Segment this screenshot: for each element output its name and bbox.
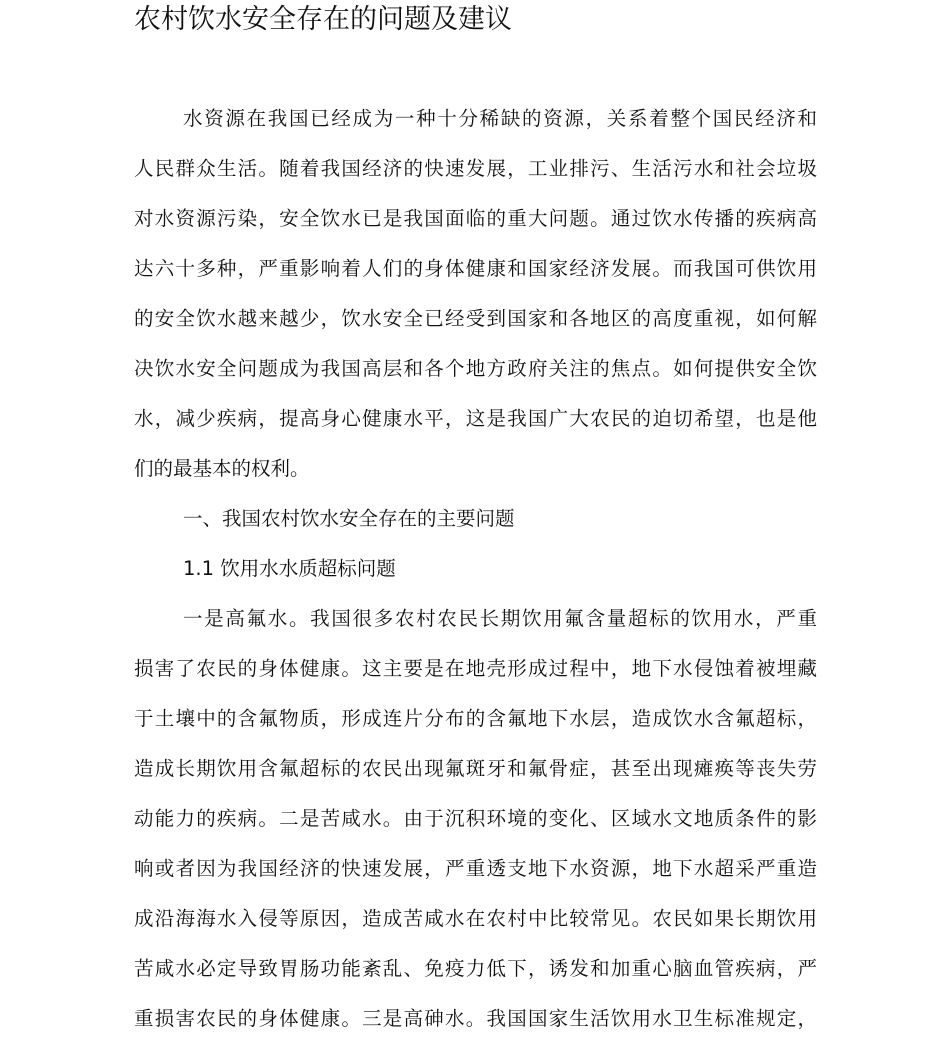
subsection-heading: 1.1 饮用水水质超标问题 (183, 557, 396, 580)
paragraph-line: 对水资源污染，安全饮水已是我国面临的重大问题。通过饮水传播的疾病高 (134, 207, 817, 230)
paragraph-line: 苦咸水必定导致胃肠功能紊乱、免疫力低下，诱发和加重心脑血管疾病，严 (134, 957, 817, 980)
paragraph-line: 造成长期饮用含氟超标的农民出现氟斑牙和氟骨症，甚至出现瘫痪等丧失劳 (134, 757, 817, 780)
paragraph-line: 水资源在我国已经成为一种十分稀缺的资源，关系着整个国民经济和 (183, 107, 817, 130)
paragraph-line: 成沿海海水入侵等原因，造成苦咸水在农村中比较常见。农民如果长期饮用 (134, 907, 817, 930)
paragraph-line: 于土壤中的含氟物质，形成连片分布的含氟地下水层，造成饮水含氟超标， (134, 707, 817, 730)
paragraph-line: 动能力的疾病。二是苦咸水。由于沉积环境的变化、区域水文地质条件的影 (134, 807, 817, 830)
paragraph-line: 决饮水安全问题成为我国高层和各个地方政府关注的焦点。如何提供安全饮 (134, 357, 817, 380)
paragraph-line: 损害了农民的身体健康。这主要是在地壳形成过程中，地下水侵蚀着被埋藏 (134, 657, 817, 680)
section-heading: 一、我国农村饮水安全存在的主要问题 (183, 507, 515, 530)
paragraph-line: 重损害农民的身体健康。三是高砷水。我国国家生活饮用水卫生标准规定， (134, 1007, 817, 1030)
paragraph-line: 人民群众生活。随着我国经济的快速发展，工业排污、生活污水和社会垃圾 (134, 157, 817, 180)
paragraph-line: 们的最基本的权利。 (134, 457, 310, 480)
paragraph-line: 达六十多种，严重影响着人们的身体健康和国家经济发展。而我国可供饮用 (134, 257, 817, 280)
paragraph-line: 的安全饮水越来越少，饮水安全已经受到国家和各地区的高度重视，如何解 (134, 307, 817, 330)
paragraph-line: 水，减少疾病，提高身心健康水平，这是我国广大农民的迫切希望，也是他 (134, 407, 817, 430)
document-title: 农村饮水安全存在的问题及建议 (134, 4, 512, 35)
paragraph-line: 一是高氟水。我国很多农村农民长期饮用氟含量超标的饮用水，严重 (183, 607, 817, 630)
document-body (134, 94, 817, 1044)
paragraph-line: 响或者因为我国经济的快速发展，严重透支地下水资源，地下水超采严重造 (134, 857, 817, 880)
